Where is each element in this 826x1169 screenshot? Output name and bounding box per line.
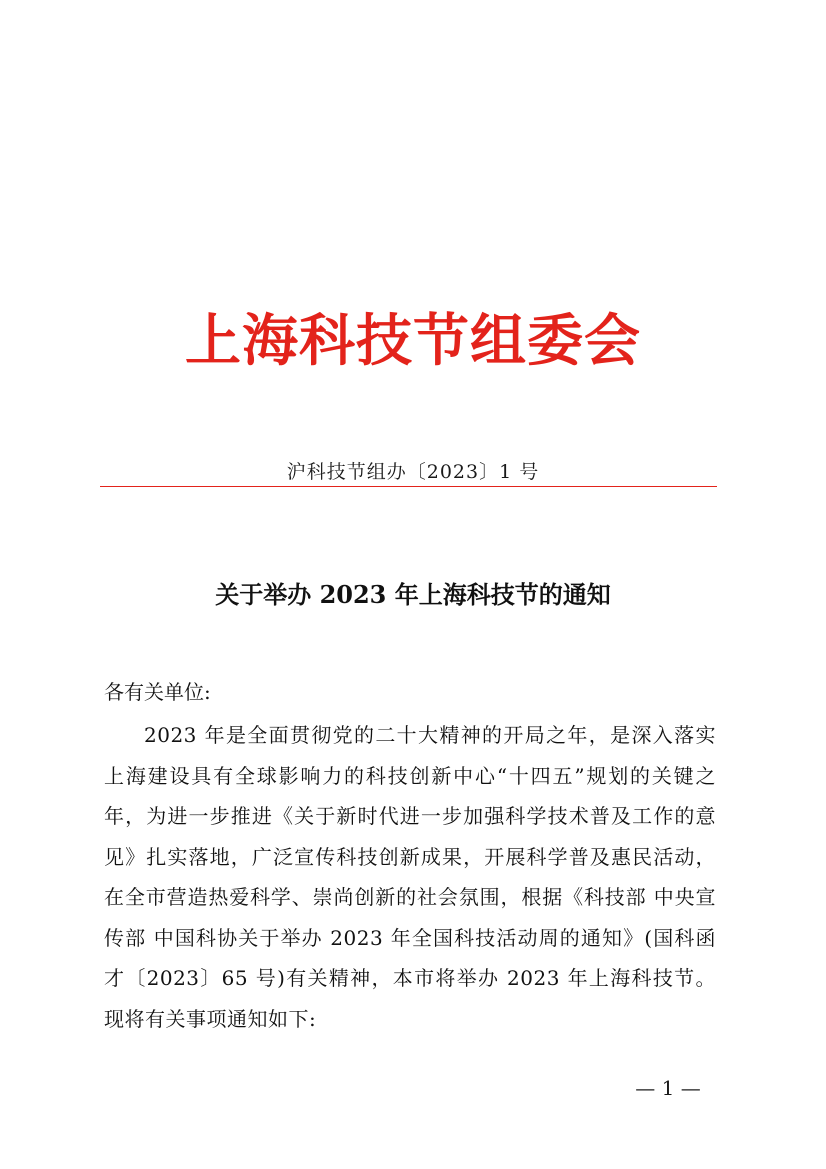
document-number: 沪科技节组办〔2023〕1 号	[286, 461, 540, 483]
issuer-heading: 上海科技节组委会	[185, 308, 641, 374]
body-paragraph: 2023 年是全面贯彻党的二十大精神的开局之年，是深入落实上海建设具有全球影响力的科技创新中心“十四五”规划的关键之年，为进一步推进《关于新时代进一步加强科学技术普及工作的意见》扎实落地，广泛宣传科技创新成果，开展科学普及惠民活动，在全市营造热爱科学、崇尚创新的社会氛围，根据《科技部 中央宣传部 中国科协关于举办 2023 年全国科技活动周的通知》(国科函才〔2023〕65 号)有关精神，本市将举办 2023 年上海科技节。现将有关事项通知如下:	[104, 723, 716, 1031]
red-divider-line	[100, 486, 717, 487]
document-title: 关于举办 2023 年上海科技节的通知	[215, 580, 611, 609]
page-number: — 1 —	[635, 1076, 701, 1100]
salutation: 各有关单位:	[104, 680, 211, 704]
